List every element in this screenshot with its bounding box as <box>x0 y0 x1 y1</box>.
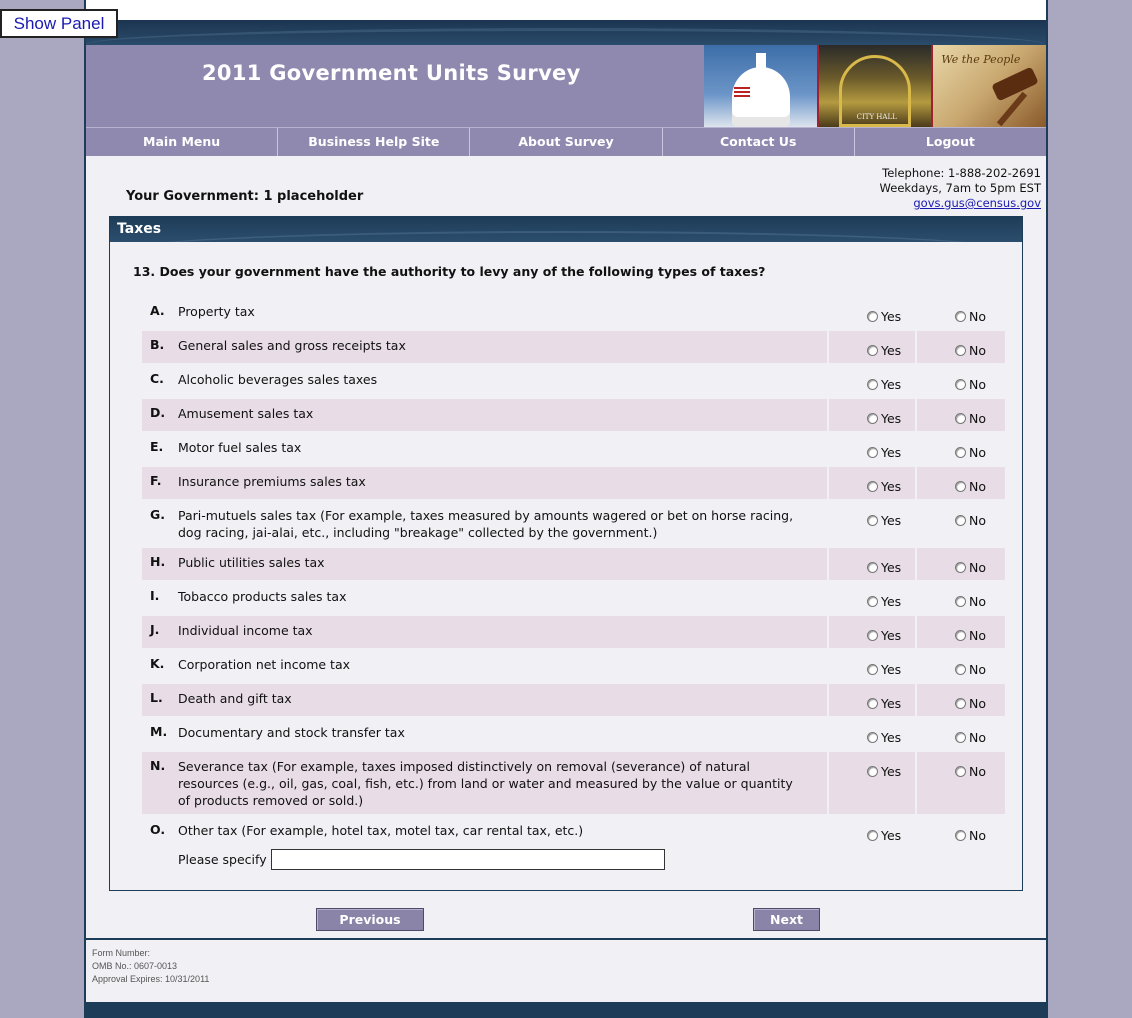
yes-label: Yes <box>881 377 902 392</box>
yes-radio[interactable] <box>867 481 878 492</box>
capitol-photo <box>704 45 817 127</box>
yes-label: Yes <box>881 560 902 575</box>
item-description: Other tax (For example, hotel tax, motel tax, car rental tax, etc.) <box>178 823 584 838</box>
yes-radio[interactable] <box>867 698 878 709</box>
yes-label: Yes <box>881 411 902 426</box>
item-description-cell <box>178 548 829 580</box>
yes-label: Yes <box>881 594 902 609</box>
item-description-cell <box>178 433 829 465</box>
nav-main-menu[interactable]: Main Menu <box>86 128 278 156</box>
tax-items-table <box>142 295 1005 877</box>
government-name: Your Government: 1 placeholder <box>126 189 364 204</box>
no-label: No <box>969 377 986 392</box>
item-description: General sales and gross receipts tax <box>178 338 406 353</box>
yes-label: Yes <box>881 828 902 843</box>
item-letter: J. <box>142 616 178 648</box>
tax-item-row <box>142 582 1005 614</box>
contact-phone: Telephone: 1-888-202-2691 <box>882 166 1041 180</box>
tax-item-row <box>142 684 1005 716</box>
yes-option[interactable] <box>829 752 917 814</box>
yes-option[interactable] <box>829 816 917 875</box>
item-description-cell <box>178 365 829 397</box>
no-option[interactable] <box>917 399 1005 431</box>
taxes-section <box>109 216 1023 891</box>
item-description-cell <box>178 816 829 875</box>
tax-item-row <box>142 718 1005 750</box>
yes-radio[interactable] <box>867 596 878 607</box>
item-letter: F. <box>142 467 178 499</box>
item-description: Severance tax (For example, taxes imposed distinctively on removal (severance) of natural resources (e.g., oil, gas, coal, fish, etc.) from land or water and measured by the value or quantity of products removed or sold.) <box>178 759 793 808</box>
no-label: No <box>969 696 986 711</box>
no-radio[interactable] <box>955 311 966 322</box>
yes-label: Yes <box>881 513 902 528</box>
yes-label: Yes <box>881 730 902 745</box>
contact-email-link[interactable]: govs.gus@census.gov <box>913 196 1041 210</box>
yes-label: Yes <box>881 628 902 643</box>
main-nav <box>86 127 1046 156</box>
no-option[interactable] <box>917 684 1005 716</box>
item-description-cell <box>178 467 829 499</box>
previous-button[interactable]: Previous <box>316 908 424 931</box>
item-description: Death and gift tax <box>178 691 292 706</box>
tax-item-row <box>142 331 1005 363</box>
no-label: No <box>969 445 986 460</box>
item-letter: E. <box>150 439 164 454</box>
yes-label: Yes <box>881 479 902 494</box>
gavel-photo <box>933 45 1046 127</box>
city-hall-photo <box>817 45 934 127</box>
yes-radio[interactable] <box>867 345 878 356</box>
tax-item-row <box>142 548 1005 580</box>
yes-option[interactable] <box>829 365 917 397</box>
item-letter: C. <box>150 371 164 386</box>
item-description-cell <box>178 297 829 329</box>
constitution-text: We the People <box>941 53 1021 66</box>
no-label: No <box>969 411 986 426</box>
no-option[interactable] <box>917 501 1005 546</box>
item-description: Amusement sales tax <box>178 406 314 421</box>
yes-option[interactable] <box>829 548 917 580</box>
tax-item-row <box>142 399 1005 431</box>
item-description: Documentary and stock transfer tax <box>178 725 405 740</box>
specify-label: Please specify <box>178 852 267 867</box>
item-description-cell <box>178 684 829 716</box>
flag-icon <box>734 87 750 97</box>
tax-item-row <box>142 752 1005 814</box>
item-description: Individual income tax <box>178 623 313 638</box>
yes-option[interactable] <box>829 331 917 363</box>
no-radio[interactable] <box>955 766 966 777</box>
item-description: Tobacco products sales tax <box>178 589 347 604</box>
tax-item-row <box>142 816 1005 875</box>
no-option[interactable] <box>917 816 1005 875</box>
yes-option[interactable] <box>829 684 917 716</box>
no-radio[interactable] <box>955 732 966 743</box>
no-radio[interactable] <box>955 447 966 458</box>
item-letter: D. <box>142 399 178 431</box>
header-photos <box>704 45 1046 127</box>
yes-radio[interactable] <box>867 447 878 458</box>
no-radio[interactable] <box>955 698 966 709</box>
no-option[interactable] <box>917 365 1005 397</box>
no-option[interactable] <box>917 433 1005 465</box>
yes-label: Yes <box>881 764 902 779</box>
yes-option[interactable] <box>829 399 917 431</box>
footer-divider <box>86 938 1046 940</box>
no-label: No <box>969 513 986 528</box>
nav-business-help-site[interactable]: Business Help Site <box>278 128 470 156</box>
yes-radio[interactable] <box>867 664 878 675</box>
no-radio[interactable] <box>955 630 966 641</box>
yes-option[interactable] <box>829 616 917 648</box>
yes-radio[interactable] <box>867 379 878 390</box>
yes-label: Yes <box>881 696 902 711</box>
item-description: Insurance premiums sales tax <box>178 474 366 489</box>
yes-radio[interactable] <box>867 732 878 743</box>
question-text: 13. Does your government have the authority to levy any of the following types of taxes? <box>133 264 766 279</box>
item-description: Motor fuel sales tax <box>178 440 302 455</box>
yes-label: Yes <box>881 662 902 677</box>
tax-item-row <box>142 616 1005 648</box>
no-label: No <box>969 764 986 779</box>
gavel-icon <box>992 67 1039 102</box>
no-radio[interactable] <box>955 379 966 390</box>
bottom-band <box>86 1002 1046 1018</box>
no-label: No <box>969 828 986 843</box>
form-number: Form Number: <box>92 948 151 958</box>
no-option[interactable] <box>917 548 1005 580</box>
no-radio[interactable] <box>955 515 966 526</box>
item-description-cell <box>178 331 829 363</box>
yes-option[interactable] <box>829 718 917 750</box>
capitol-dome <box>732 67 790 127</box>
yes-option[interactable] <box>829 501 917 546</box>
item-description: Alcoholic beverages sales taxes <box>178 372 378 387</box>
no-option[interactable] <box>917 650 1005 682</box>
item-letter: I. <box>150 588 160 603</box>
item-description-cell <box>178 582 829 614</box>
yes-radio[interactable] <box>867 413 878 424</box>
yes-option[interactable] <box>829 582 917 614</box>
item-letter: A. <box>150 303 165 318</box>
item-description-cell <box>178 399 829 431</box>
no-option[interactable] <box>917 467 1005 499</box>
no-option[interactable] <box>917 297 1005 329</box>
info-row <box>86 156 1046 218</box>
item-letter: M. <box>150 724 168 739</box>
tax-item-row <box>142 650 1005 682</box>
item-letter: K. <box>150 656 165 671</box>
item-letter: N. <box>142 752 178 814</box>
tax-item-row <box>142 297 1005 329</box>
no-radio[interactable] <box>955 345 966 356</box>
nav-logout[interactable]: Logout <box>925 134 975 149</box>
no-label: No <box>969 662 986 677</box>
no-label: No <box>969 560 986 575</box>
no-label: No <box>969 479 986 494</box>
specify-row <box>178 849 809 870</box>
yes-radio[interactable] <box>867 311 878 322</box>
yes-option[interactable] <box>829 433 917 465</box>
header <box>86 45 1046 127</box>
no-radio[interactable] <box>955 830 966 841</box>
no-radio[interactable] <box>955 596 966 607</box>
yes-radio[interactable] <box>867 562 878 573</box>
tax-item-row <box>142 433 1005 465</box>
nav-about-survey[interactable]: About Survey <box>470 128 662 156</box>
item-description-cell <box>178 501 829 546</box>
no-radio[interactable] <box>955 664 966 675</box>
item-description: Public utilities sales tax <box>178 555 325 570</box>
tax-item-row <box>142 365 1005 397</box>
yes-label: Yes <box>881 309 902 324</box>
no-radio[interactable] <box>955 481 966 492</box>
no-label: No <box>969 730 986 745</box>
omb-number: OMB No.: 0607-0013 <box>92 961 178 971</box>
no-label: No <box>969 343 986 358</box>
next-button[interactable]: Next <box>753 908 820 931</box>
page-container <box>84 0 1048 1018</box>
item-description-cell <box>178 718 829 750</box>
top-white-strip <box>86 0 1046 20</box>
no-option[interactable] <box>917 616 1005 648</box>
yes-option[interactable] <box>829 297 917 329</box>
yes-radio[interactable] <box>867 830 878 841</box>
top-banner-band <box>86 20 1046 45</box>
show-panel-button[interactable]: Show Panel <box>0 9 118 38</box>
no-label: No <box>969 628 986 643</box>
item-letter: G. <box>150 507 166 522</box>
no-label: No <box>969 594 986 609</box>
item-letter: O. <box>150 822 166 837</box>
item-description-cell <box>178 752 829 814</box>
contact-hours: Weekdays, 7am to 5pm EST <box>879 181 1041 195</box>
item-letter: B. <box>142 331 178 363</box>
contact-info <box>880 166 1041 211</box>
yes-option[interactable] <box>829 650 917 682</box>
tax-item-row <box>142 501 1005 546</box>
specify-input[interactable] <box>271 849 665 870</box>
city-hall-sign: CITY HALL <box>856 113 897 121</box>
yes-option[interactable] <box>829 467 917 499</box>
item-description: Corporation net income tax <box>178 657 351 672</box>
page-title: 2011 Government Units Survey <box>202 61 581 85</box>
yes-radio[interactable] <box>867 515 878 526</box>
item-letter: L. <box>142 684 178 716</box>
yes-radio[interactable] <box>867 630 878 641</box>
nav-contact-us[interactable]: Contact Us <box>663 128 855 156</box>
item-letter: H. <box>142 548 178 580</box>
no-option[interactable] <box>917 582 1005 614</box>
yes-label: Yes <box>881 445 902 460</box>
item-description-cell <box>178 650 829 682</box>
tax-item-row <box>142 467 1005 499</box>
item-description: Property tax <box>178 304 255 319</box>
section-title: Taxes <box>110 217 1022 242</box>
item-description-cell <box>178 616 829 648</box>
no-radio[interactable] <box>955 562 966 573</box>
no-radio[interactable] <box>955 413 966 424</box>
no-option[interactable] <box>917 752 1005 814</box>
no-option[interactable] <box>917 718 1005 750</box>
approval-expires: Approval Expires: 10/31/2011 <box>92 974 210 984</box>
no-option[interactable] <box>917 331 1005 363</box>
yes-label: Yes <box>881 343 902 358</box>
item-description: Pari-mutuels sales tax (For example, taxes measured by amounts wagered or bet on horse racing, dog racing, jai-alai, etc., including "breakage" collected by the government.) <box>178 508 794 540</box>
footer <box>92 947 209 986</box>
yes-radio[interactable] <box>867 766 878 777</box>
no-label: No <box>969 309 986 324</box>
